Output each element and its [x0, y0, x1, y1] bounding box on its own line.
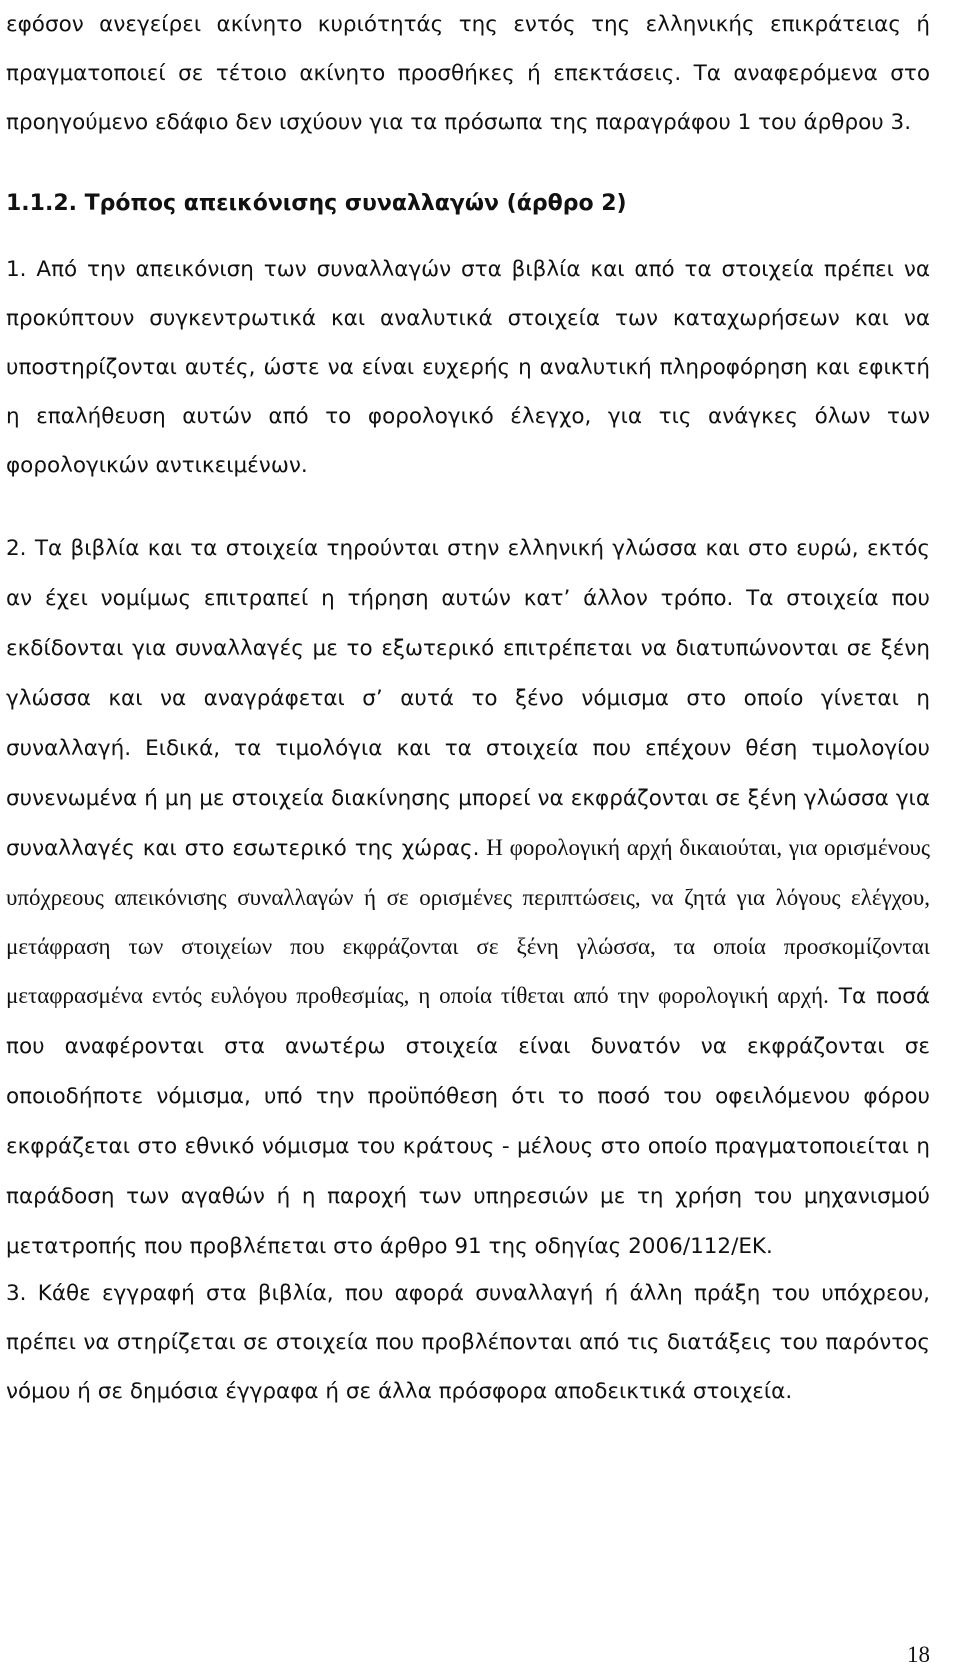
paragraph-3: [6, 1269, 930, 1416]
intro-text: εφόσον ανεγείρει ακίνητο κυριότητάς της εντός της ελληνικής επικράτειας ή πραγματοποιεί σε τέτοιο ακίνητο προσθήκες ή επεκτάσεις. Τα αναφερόμενα στο προηγούμενο εδάφιο δεν ισχύουν για τα πρόσωπα της παραγράφου 1 του άρθρου 3.: [6, 12, 930, 135]
paragraph-2-sentence-2: Τα στοιχεία που εκδίδονται για συναλλαγές με το εξωτερικό επιτρέπεται να διατυπώνονται σε ξένη γλώσσα και να αναγράφεται σ’ αυτά το ξένο νόμισμα στο οποίο γίνεται η συναλλαγή.: [6, 586, 930, 761]
paragraph-3-text: 3. Κάθε εγγραφή στα βιβλία, που αφορά συναλλαγή ή άλλη πράξη του υπόχρεου, πρέπει να στηρίζεται σε στοιχεία που προβλέπονται από τις διατάξεις του παρόντος νόμου ή σε δημόσια έγγραφα ή σε άλλα πρόσφορα αποδεικτικά στοιχεία.: [6, 1281, 930, 1404]
paragraph-1-text: 1. Από την απεικόνιση των συναλλαγών στα βιβλία και από τα στοιχεία πρέπει να προκύπτουν συγκεντρωτικά και αναλυτικά στοιχεία των καταχωρήσεων και να υποστηρίζονται αυτές, ώστε να είναι ευχερής η αναλυτική πληροφόρηση και εφικτή η επαλήθευση αυτών από το φορολογικό έλεγχο, για τις ανάγκες όλων των φορολογικών αντικειμένων.: [6, 257, 930, 478]
paragraph-2-sentence-1: 2. Τα βιβλία και τα στοιχεία τηρούνται στην ελληνική γλώσσα και στο ευρώ, εκτός αν έχει νομίμως επιτραπεί η τήρηση αυτών κατ’ άλλον τρόπο.: [6, 536, 930, 611]
paragraph-2: [6, 523, 930, 1271]
intro-paragraph: [6, 0, 930, 147]
paragraph-2-text: [6, 523, 930, 1271]
page-number: 18: [907, 1642, 930, 1667]
paragraph-2-sentence-3: Ειδικά, τα τιμολόγια και τα στοιχεία που επέχουν θέση τιμολογίου συνενωμένα ή μη με στοιχεία διακίνησης μπορεί να εκφράζονται σε ξένη γλώσσα για συναλλαγές και στο εσωτερικό της χώρας.: [6, 736, 930, 861]
paragraph-2-sentence-4: Η φορολογική αρχή δικαιούται, για ορισμένους υπόχρεους απεικόνισης συναλλαγών ή σε ορισμένες περιπτώσεις, να ζητά για λόγους ελέγχου, μετάφραση των στοιχείων που εκφράζονται σε ξένη γλώσσα, τα οποία προσκομίζονται μεταφρασμένα εντός ευλόγου προθεσμίας, η οποία τίθεται από την φορολογική αρχή.: [6, 835, 930, 1008]
paragraph-2-sentence-5: Τα ποσά που αναφέρονται στα ανωτέρω στοιχεία είναι δυνατόν να εκφράζονται σε οποιοδήποτε νόμισμα, υπό την προϋπόθεση ότι το ποσό του οφειλόμενου φόρου εκφράζεται στο εθνικό νόμισμα του κράτους - μέλους στο οποίο πραγματοποιείται η παράδοση των αγαθών ή η παροχή των υπηρεσιών με τη χρήση του μηχανισμού μετατροπής που προβλέπεται στο άρθρο 91 της οδηγίας 2006/112/ΕΚ.: [6, 984, 930, 1259]
section-heading: 1.1.2. Τρόπος απεικόνισης συναλλαγών (άρθρο 2): [6, 191, 627, 216]
paragraph-1: [6, 245, 930, 490]
